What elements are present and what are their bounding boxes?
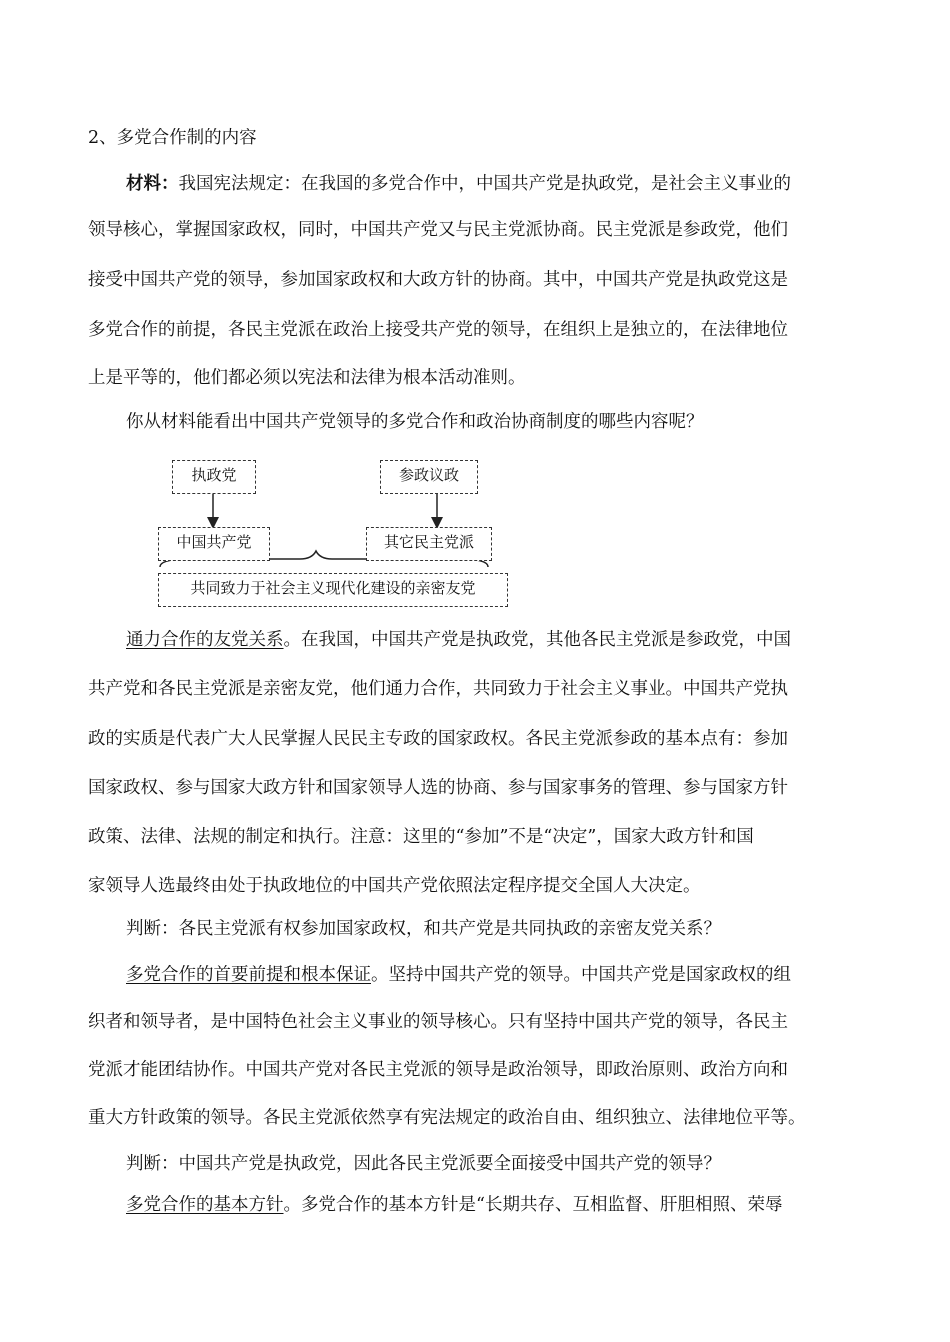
material-line-5: 上是平等的，他们都必须以宪法和法律为根本活动准则。 — [88, 368, 526, 388]
section1-line-1: 通力合作的友党关系。在我国，中国共产党是执政党，其他各民主党派是参政党，中国 — [126, 630, 791, 650]
material-label: 材料： — [126, 174, 179, 194]
section2-title: 多党合作的首要前提和根本保证 — [126, 965, 371, 985]
box-ruling-party: 执政党 — [172, 460, 256, 494]
section1-line-2: 共产党和各民主党派是亲密友党，他们通力合作，共同致力于社会主义事业。中国共产党执 — [88, 679, 788, 699]
box-other-parties: 其它民主党派 — [366, 527, 492, 561]
section1-line-4: 国家政权、参与国家大政方针和国家领导人选的协商、参与国家事务的管理、参与国家方针 — [88, 778, 788, 798]
section2-line-2: 织者和领导者，是中国特色社会主义事业的领导核心。只有坚持中国共产党的领导，各民主 — [88, 1012, 788, 1032]
material-line-3: 接受中国共产党的领导，参加国家政权和大政方针的协商。其中，中国共产党是执政党这是 — [88, 270, 788, 290]
box-participating: 参政议政 — [380, 460, 478, 494]
party-relationship-diagram — [150, 455, 520, 615]
material-line-2: 领导核心，掌握国家政权，同时，中国共产党又与民主党派协商。民主党派是参政党，他们 — [88, 220, 788, 240]
section2-line-1: 多党合作的首要前提和根本保证。坚持中国共产党的领导。中国共产党是国家政权的组 — [126, 965, 791, 985]
material-line-4: 多党合作的前提，各民主党派在政治上接受共产党的领导，在组织上是独立的，在法律地位 — [88, 320, 788, 340]
section3-title: 多党合作的基本方针 — [126, 1195, 284, 1215]
material-line-1: 材料：我国宪法规定：在我国的多党合作中，中国共产党是执政党，是社会主义事业的 — [126, 174, 791, 194]
box-close-friends: 共同致力于社会主义现代化建设的亲密友党 — [158, 573, 508, 607]
section1-title: 通力合作的友党关系 — [126, 630, 284, 650]
section2-line-4: 重大方针政策的领导。各民主党派依然享有宪法规定的政治自由、组织独立、法律地位平等。 — [88, 1108, 806, 1128]
section1-line-5: 政策、法律、法规的制定和执行。注意：这里的“参加”不是“决定”，国家大政方针和国 — [88, 827, 754, 847]
section2-line-3: 党派才能团结协作。中国共产党对各民主党派的领导是政治领导，即政治原则、政治方向和 — [88, 1060, 788, 1080]
section-heading: 2、多党合作制的内容 — [88, 128, 257, 148]
section3-line-1: 多党合作的基本方针。多党合作的基本方针是“长期共存、互相监督、肝胆相照、荣辱 — [126, 1195, 783, 1215]
judge-line-2: 判断：中国共产党是执政党，因此各民主党派要全面接受中国共产党的领导？ — [126, 1154, 721, 1174]
question-line: 你从材料能看出中国共产党领导的多党合作和政治协商制度的哪些内容呢？ — [126, 412, 704, 432]
section1-line-3: 政的实质是代表广大人民掌握人民民主专政的国家政权。各民主党派参政的基本点有：参加 — [88, 729, 788, 749]
section1-line-6: 家领导人选最终由处于执政地位的中国共产党依照法定程序提交全国人大决定。 — [88, 876, 701, 896]
box-ccp: 中国共产党 — [158, 527, 270, 561]
judge-line-1: 判断：各民主党派有权参加国家政权，和共产党是共同执政的亲密友党关系？ — [126, 919, 721, 939]
